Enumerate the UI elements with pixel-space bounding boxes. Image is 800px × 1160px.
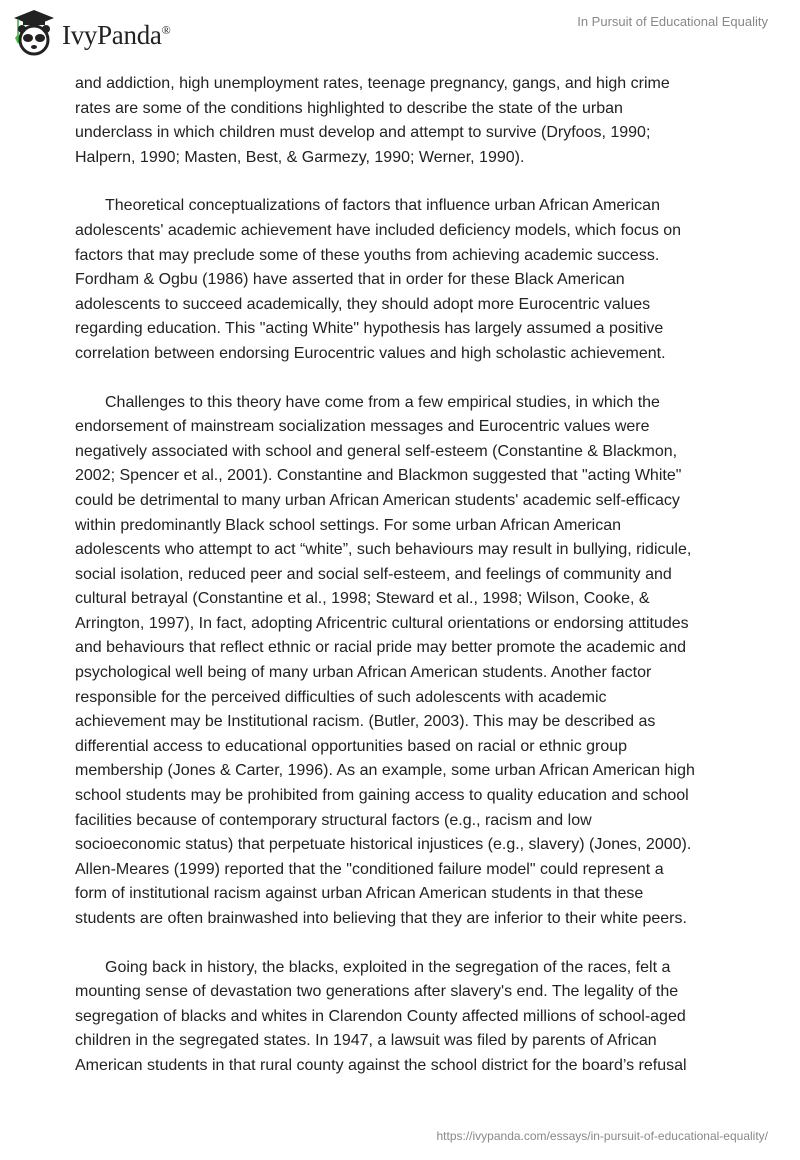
text-line: mounting sense of devastation two generations after slavery's end. The legality of the <box>75 983 679 1001</box>
text-line: membership (Jones & Carter, 1996). As an example, some urban African American high <box>75 762 695 780</box>
source-url-link[interactable]: https://ivypanda.com/essays/in-pursuit-of-educational-equality/ <box>436 1129 768 1143</box>
logo-text: IvyPanda <box>62 19 162 50</box>
text-line: segregation of blacks and whites in Clarendon County affected millions of school-aged <box>75 1007 686 1025</box>
text-line: and behaviours that reflect ethnic or racial pride may better promote the academic and <box>75 639 686 657</box>
text-line: social isolation, reduced peer and social self-esteem, and feelings of community and <box>75 565 672 583</box>
text-line: correlation between endorsing Eurocentric values and high scholastic achievement. <box>75 344 666 362</box>
paragraph <box>75 72 755 170</box>
text-line: adolescents to succeed academically, they should adopt more Eurocentric values <box>75 295 651 313</box>
text-line: adolescents' academic achievement have included deficiency models, which focus on <box>75 221 682 239</box>
text-line: regarding education. This "acting White" hypothesis has largely assumed a positive <box>75 320 664 338</box>
text-line: American students in that rural county against the school district for the board’s refusal <box>75 1056 687 1074</box>
text-line: responsible for the perceived difficulties of such adolescents with academic <box>75 688 607 706</box>
text-line: school students may be prohibited from gaining access to quality education and school <box>75 787 689 805</box>
text-line: Theoretical conceptualizations of factors that influence urban African American <box>105 197 660 215</box>
text-line: children in the segregated states. In 1947, a lawsuit was filed by parents of African <box>75 1032 657 1050</box>
text-line: Halpern, 1990; Masten, Best, & Garmezy, 1990; Werner, 1990). <box>75 148 525 166</box>
text-line: adolescents who attempt to act “white”, such behaviours may result in bullying, ridicule, <box>75 541 692 559</box>
registered-mark: ® <box>161 22 171 37</box>
text-line: cultural betrayal (Constantine et al., 1998; Steward et al., 1998; Wilson, Cooke, & <box>75 590 650 608</box>
text-line: 2002; Spencer et al., 2001). Constantine and Blackmon suggested that "acting White" <box>75 467 682 485</box>
document-title: In Pursuit of Educational Equality <box>577 14 768 29</box>
text-line: underclass in which children must develop and attempt to survive (Dryfoos, 1990; <box>75 124 651 142</box>
paragraph <box>75 391 755 932</box>
text-line: could be detrimental to many urban African American students' academic self-efficacy <box>75 491 680 509</box>
text-line: form of institutional racism against urban African American students in that these <box>75 885 644 903</box>
text-line: facilities because of contemporary structural factors (e.g., racism and low <box>75 811 592 829</box>
text-line: endorsement of mainstream socialization messages and Eurocentric values were <box>75 418 650 436</box>
text-line: Challenges to this theory have come from a few empirical studies, in which the <box>105 393 660 411</box>
text-line: students are often brainwashed into believing that they are inferior to their white peers. <box>75 910 687 927</box>
text-line: and addiction, high unemployment rates, teenage pregnancy, gangs, and high crime <box>75 75 670 92</box>
text-line: negatively associated with school and general self-esteem (Constantine & Blackmon, <box>75 442 678 460</box>
text-line: Arrington, 1997), In fact, adopting Africentric cultural orientations or endorsing attitudes <box>75 614 689 632</box>
ivypanda-logo[interactable] <box>12 8 170 56</box>
text-line: Allen-Meares (1999) reported that the "conditioned failure model" could represent a <box>75 860 664 878</box>
text-line: differential access to educational opportunities based on racial or ethnic group <box>75 737 628 755</box>
paragraph <box>75 194 755 366</box>
text-line: achievement may be Institutional racism. (Butler, 2003). This may be described as <box>75 713 656 731</box>
text-line: Going back in history, the blacks, exploited in the segregation of the races, felt a <box>105 958 671 976</box>
text-line: socioeconomic status) that perpetuate historical injustices (e.g., slavery) (Jones, 2000). <box>75 836 692 854</box>
text-line: within predominantly Black school settings. For some urban African American <box>75 516 622 534</box>
panda-graduate-icon <box>12 8 56 56</box>
text-line: factors that may preclude some of these youths from achieving academic success. <box>75 246 660 264</box>
essay-body <box>75 72 755 1103</box>
text-line: psychological well being of many urban African American students. Another factor <box>75 664 652 682</box>
text-line: rates are some of the conditions highlighted to describe the state of the urban <box>75 99 623 117</box>
text-line: Fordham & Ogbu (1986) have asserted that in order for these Black American <box>75 271 625 289</box>
paragraph <box>75 956 755 1079</box>
